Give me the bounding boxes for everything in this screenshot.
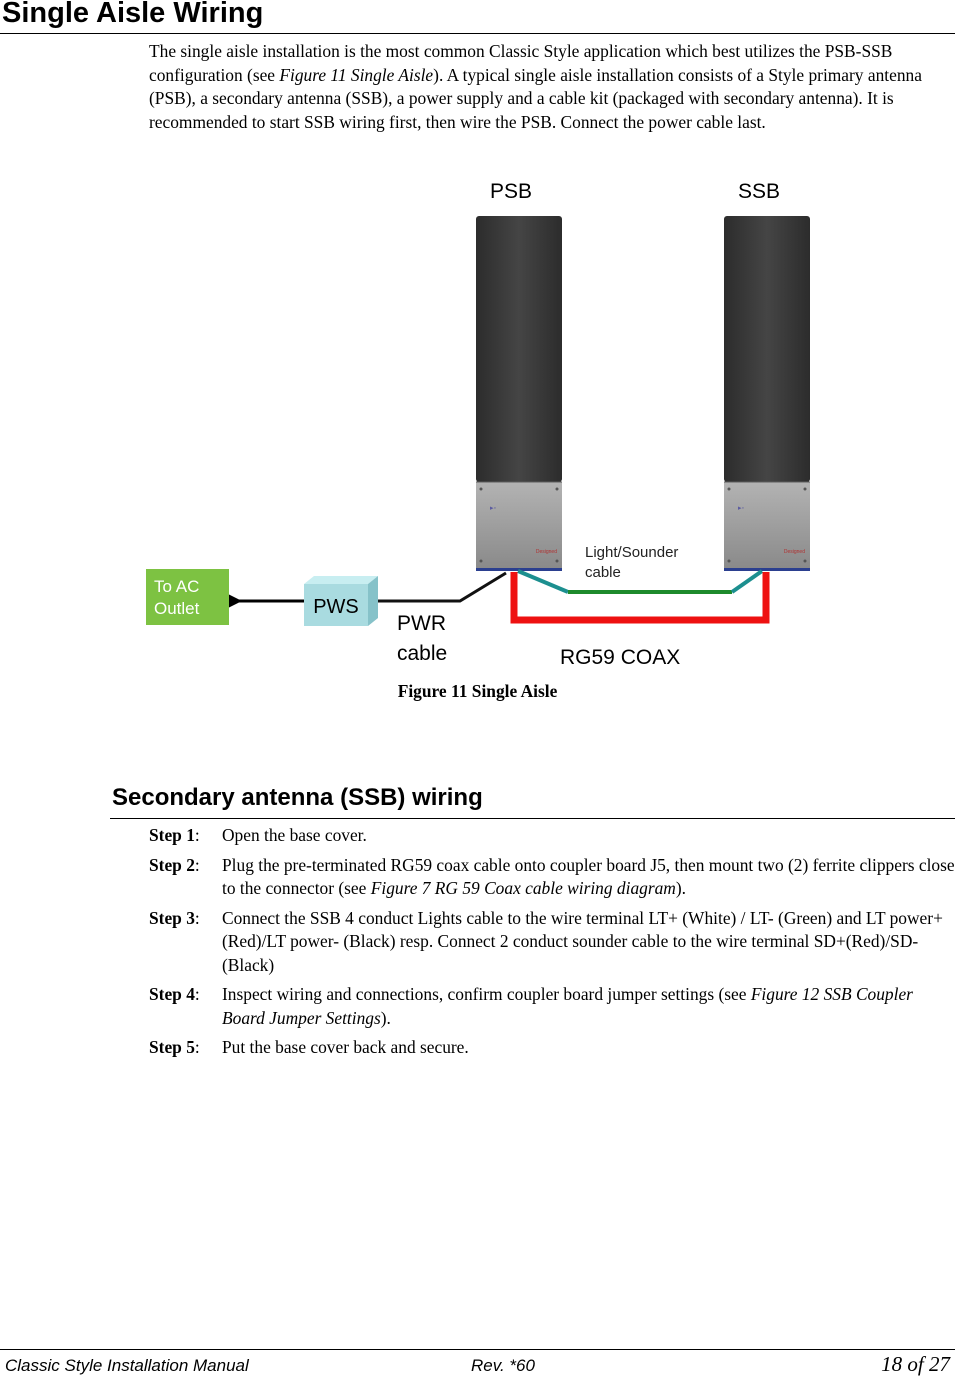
step-3: Step 3: Connect the SSB 4 conduct Lights cable to the wire terminal LT+ (White) / LT- (Green) and LT power+ (Red)/LT power- (Black) resp. Connect 2 conduct sounder cable to the wire terminal SD+(Red)/SD-(Black) bbox=[149, 907, 955, 978]
step-5: Step 5: Put the base cover back and secure. bbox=[149, 1036, 955, 1060]
pwr-cable bbox=[378, 573, 506, 601]
step-4-figure-ref: Figure 12 SSB Coupler Board Jumper Settings bbox=[222, 984, 913, 1028]
step-3-label: Step 3 bbox=[149, 907, 195, 928]
psb-label: PSB bbox=[489, 180, 533, 203]
section-title-rule bbox=[0, 33, 955, 34]
step-1-text: Open the base cover. bbox=[222, 825, 367, 845]
svg-text:▸◦: ▸◦ bbox=[738, 505, 744, 512]
pwr-label-2: cable bbox=[397, 642, 448, 665]
ac-label-2: Outlet bbox=[154, 599, 200, 618]
light-sounder-label-2: cable bbox=[585, 564, 621, 581]
ac-label-1: To AC bbox=[154, 577, 200, 596]
steps-list bbox=[149, 824, 955, 1066]
ssb-brand: Designed bbox=[783, 549, 805, 555]
ssb-antenna bbox=[724, 216, 810, 571]
footer-rule bbox=[0, 1349, 955, 1350]
ssb-label: SSB bbox=[737, 180, 781, 203]
step-2-figure-ref: Figure 7 RG 59 Coax cable wiring diagram bbox=[370, 878, 676, 898]
subsection-title-rule bbox=[110, 818, 955, 819]
light-sounder-cable bbox=[518, 571, 762, 592]
section-title: Single Aisle Wiring bbox=[2, 0, 264, 29]
single-aisle-diagram bbox=[140, 168, 830, 673]
psb-antenna bbox=[476, 216, 562, 571]
pws-label: PWS bbox=[313, 596, 359, 618]
step-1: Step 1: Open the base cover. bbox=[149, 824, 955, 848]
pws-box bbox=[304, 576, 378, 626]
step-5-text: Put the base cover back and secure. bbox=[222, 1037, 469, 1057]
step-5-label: Step 5 bbox=[149, 1037, 195, 1057]
step-4: Step 4: Inspect wiring and connections, confirm coupler board jumper settings (see Figure 12 SSB Coupler Board Jumper Settings). bbox=[149, 983, 955, 1030]
figure-caption: Figure 11 Single Aisle bbox=[397, 681, 558, 701]
intro-figure-ref: Figure 11 Single Aisle bbox=[279, 64, 434, 85]
rg59-coax-cable bbox=[514, 572, 766, 620]
step-2: Step 2: Plug the pre-terminated RG59 coax cable onto coupler board J5, then mount two (2) ferrite clippers close to the connector (see Figure 7 RG 59 Coax cable wiring diagram). bbox=[149, 854, 955, 901]
coax-label: RG59 COAX bbox=[560, 646, 681, 669]
step-4-label: Step 4 bbox=[149, 984, 195, 1004]
psb-brand: Designed bbox=[535, 549, 557, 555]
intro-text-2: ). A typical single aisle installation consists of a Style primary antenna (PSB), a secondary antenna (SSB), a power supply and a cable kit (packaged with secondary antenna). It is recommended to start SSB wiring first, then wire the PSB. Connect the power cable last. bbox=[149, 64, 922, 132]
footer-revision: Rev. *60 bbox=[471, 1356, 535, 1375]
light-sounder-label-1: Light/Sounder bbox=[585, 544, 679, 561]
svg-text:▸◦: ▸◦ bbox=[490, 505, 496, 512]
step-2-text: Plug the pre-terminated RG59 coax cable onto coupler board J5, then mount two (2) ferrite clippers close to the connector (see Figure 7 RG 59 Coax cable wiring diagram). bbox=[222, 854, 955, 898]
footer-page-number: 18 of 27 bbox=[881, 1352, 950, 1376]
intro-paragraph bbox=[149, 40, 955, 134]
pwr-label-1: PWR bbox=[397, 612, 446, 635]
step-1-label: Step 1 bbox=[149, 825, 195, 845]
footer-manual-title: Classic Style Installation Manual bbox=[5, 1356, 249, 1375]
step-2-label: Step 2 bbox=[149, 854, 195, 875]
intro-text-1: The single aisle installation is the most common Classic Style application which best utilizes the PSB-SSB configuration (see bbox=[149, 41, 893, 85]
ac-outlet-box bbox=[146, 569, 229, 625]
subsection-title: Secondary antenna (SSB) wiring bbox=[112, 784, 483, 811]
step-4-text: Inspect wiring and connections, confirm coupler board jumper settings (see Figure 12 SSB Coupler Board Jumper Settings). bbox=[222, 984, 913, 1028]
step-3-text: Connect the SSB 4 conduct Lights cable to the wire terminal LT+ (White) / LT- (Green) and LT power+ (Red)/LT power- (Black) resp. Connect 2 conduct sounder cable to the wire terminal SD+(Red)/SD-(Black) bbox=[222, 907, 943, 975]
